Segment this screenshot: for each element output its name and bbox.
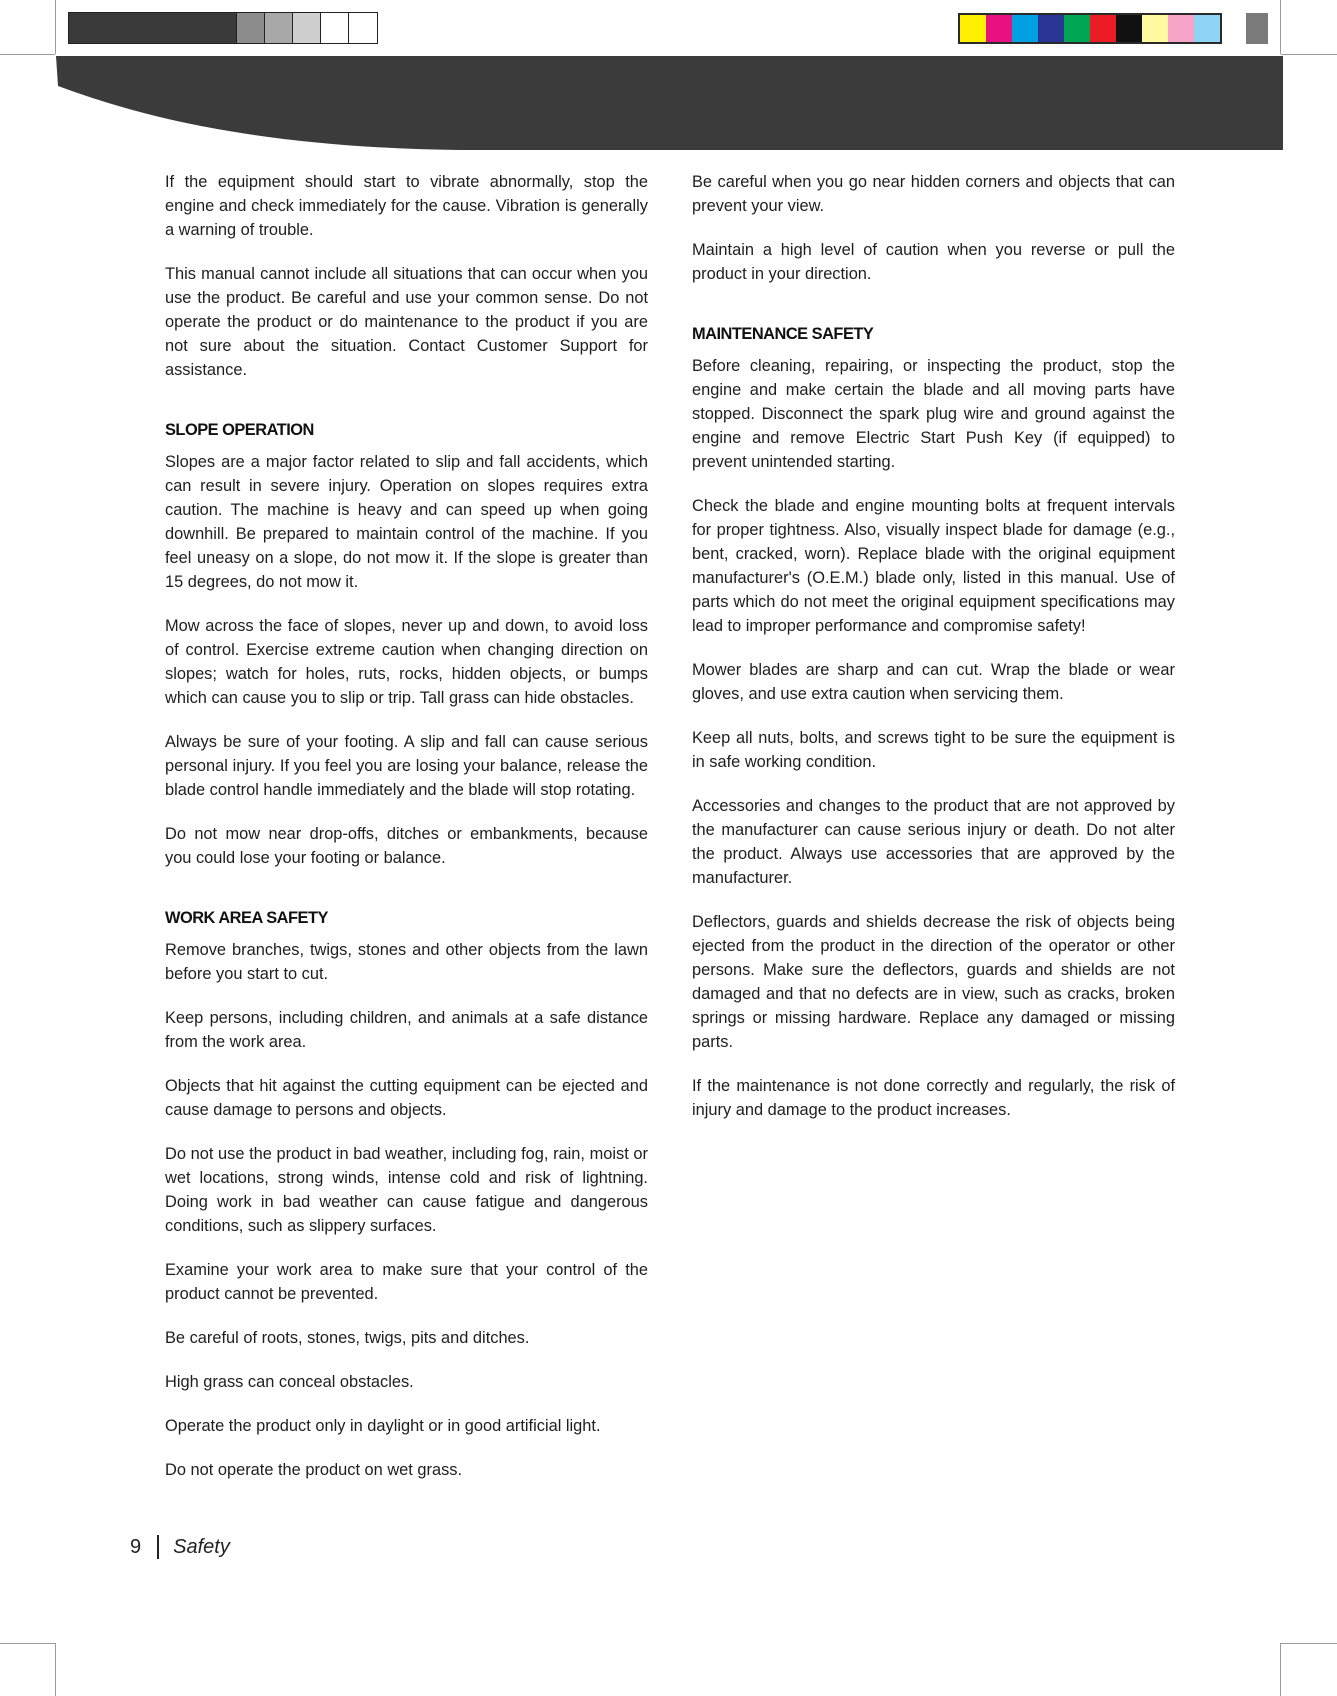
color-swatch — [1012, 15, 1038, 42]
paragraph: Deflectors, guards and shields decrease the risk of objects being ejected from the product in the direction of the operator or other persons. Make sure the deflectors, guards and shields are not damaged and that no defects are in view, such as cracks, broken springs or missing hardware. Replace any damaged or missing parts. — [692, 913, 1175, 1051]
color-swatch — [986, 15, 1012, 42]
right-column — [692, 170, 1175, 1142]
paragraph: Before cleaning, repairing, or inspecting the product, stop the engine and make certain the blade and all moving parts have stopped. Disconnect the spark plug wire and ground against the engine and remove Electric Start Push Key (if equipped) to prevent unintended starting. — [692, 357, 1175, 471]
crop-mark — [1281, 1643, 1337, 1644]
header-band-shape — [56, 56, 1283, 150]
footer-separator — [157, 1535, 159, 1559]
color-swatch-strip — [958, 13, 1222, 44]
gray-swatch — [293, 13, 321, 43]
paragraph: Examine your work area to make sure that your control of the product cannot be prevented. — [165, 1261, 648, 1303]
color-swatch — [960, 15, 986, 42]
gray-swatch — [237, 13, 265, 43]
paragraph: Mow across the face of slopes, never up and down, to avoid loss of control. Exercise extreme caution when changing direction on slopes; watch for holes, ruts, rocks, hidden objects, or bumps which can cause you to slip or trip. Tall grass can hide obstacles. — [165, 617, 648, 707]
left-column — [165, 170, 648, 1502]
paragraph: Check the blade and engine mounting bolts at frequent intervals for proper tightness. Also, visually inspect blade for damage (e.g., bent, cracked, worn). Replace blade with the original equipment manufacturer's (O.E.M.) blade only, listed in this manual. Use of parts which do not meet the original equipment specifications may lead to improper performance and compromise safety! — [692, 497, 1175, 635]
gray-swatch — [349, 13, 377, 43]
paragraph: High grass can conceal obstacles. — [165, 1373, 414, 1391]
paragraph: Objects that hit against the cutting equipment can be ejected and cause damage to persons and objects. — [165, 1077, 648, 1119]
section-heading: WORK AREA SAFETY — [165, 909, 328, 927]
paragraph: Always be sure of your footing. A slip and fall can cause serious personal injury. If you feel you are losing your balance, release the blade control handle immediately and the blade will stop rotating. — [165, 733, 648, 799]
paragraph: If the equipment should start to vibrate abnormally, stop the engine and check immediately for the cause. Vibration is generally a warning of trouble. — [165, 173, 648, 239]
crop-mark — [0, 1643, 55, 1644]
color-swatch — [1064, 15, 1090, 42]
crop-mark — [55, 1643, 56, 1696]
gray-swatch-strip — [236, 12, 378, 44]
paragraph: Maintain a high level of caution when you reverse or pull the product in your direction. — [692, 241, 1175, 283]
gray-swatch — [321, 13, 349, 43]
paragraph: Mower blades are sharp and can cut. Wrap the blade or wear gloves, and use extra caution when servicing them. — [692, 661, 1175, 703]
paragraph: Be careful of roots, stones, twigs, pits and ditches. — [165, 1329, 530, 1347]
paragraph: Operate the product only in daylight or in good artificial light. — [165, 1417, 601, 1435]
section-label: Safety — [173, 1535, 230, 1558]
section-heading: MAINTENANCE SAFETY — [692, 325, 874, 343]
paragraph: Slopes are a major factor related to slip and fall accidents, which can result in severe injury. Operation on slopes requires extra caution. The machine is heavy and can speed up when going downhill. Be prepared to maintain control of the machine. If you feel uneasy on a slope, do not mow it. If the slope is greater than 15 degrees, do not mow it. — [165, 453, 648, 591]
color-swatch — [1168, 15, 1194, 42]
paragraph: Do not operate the product on wet grass. — [165, 1461, 463, 1479]
color-swatch — [1038, 15, 1064, 42]
section-heading: SLOPE OPERATION — [165, 421, 314, 439]
color-swatch-end — [1246, 13, 1268, 44]
paragraph: If the maintenance is not done correctly and regularly, the risk of injury and damage to the product increases. — [692, 1077, 1175, 1119]
gray-swatch — [265, 13, 293, 43]
paragraph: Do not use the product in bad weather, including fog, rain, moist or wet locations, strong winds, intense cold and risk of lightning. Doing work in bad weather can cause fatigue and dangerous conditions, such as slippery surfaces. — [165, 1145, 648, 1235]
paragraph: Remove branches, twigs, stones and other objects from the lawn before you start to cut. — [165, 941, 648, 983]
color-swatch — [1142, 15, 1168, 42]
paragraph: Keep all nuts, bolts, and screws tight to be sure the equipment is in safe working condition. — [692, 729, 1175, 771]
color-swatch — [1194, 15, 1220, 42]
page-footer — [130, 1535, 230, 1559]
color-swatch — [1116, 15, 1142, 42]
page-number: 9 — [130, 1535, 142, 1558]
paragraph: Keep persons, including children, and animals at a safe distance from the work area. — [165, 1009, 648, 1051]
paragraph: This manual cannot include all situations that can occur when you use the product. Be careful and use your common sense. Do not operate the product or do maintenance to the product if you are not sure about the situation. Contact Customer Support for assistance. — [165, 265, 648, 379]
paragraph: Accessories and changes to the product that are not approved by the manufacturer can cause serious injury or death. Do not alter the product. Always use accessories that are approved by the manufacturer. — [692, 797, 1175, 887]
color-swatch — [1090, 15, 1116, 42]
paragraph: Do not mow near drop-offs, ditches or embankments, because you could lose your footing or balance. — [165, 825, 648, 867]
crop-mark — [1280, 1643, 1281, 1696]
paragraph: Be careful when you go near hidden corners and objects that can prevent your view. — [692, 173, 1175, 215]
